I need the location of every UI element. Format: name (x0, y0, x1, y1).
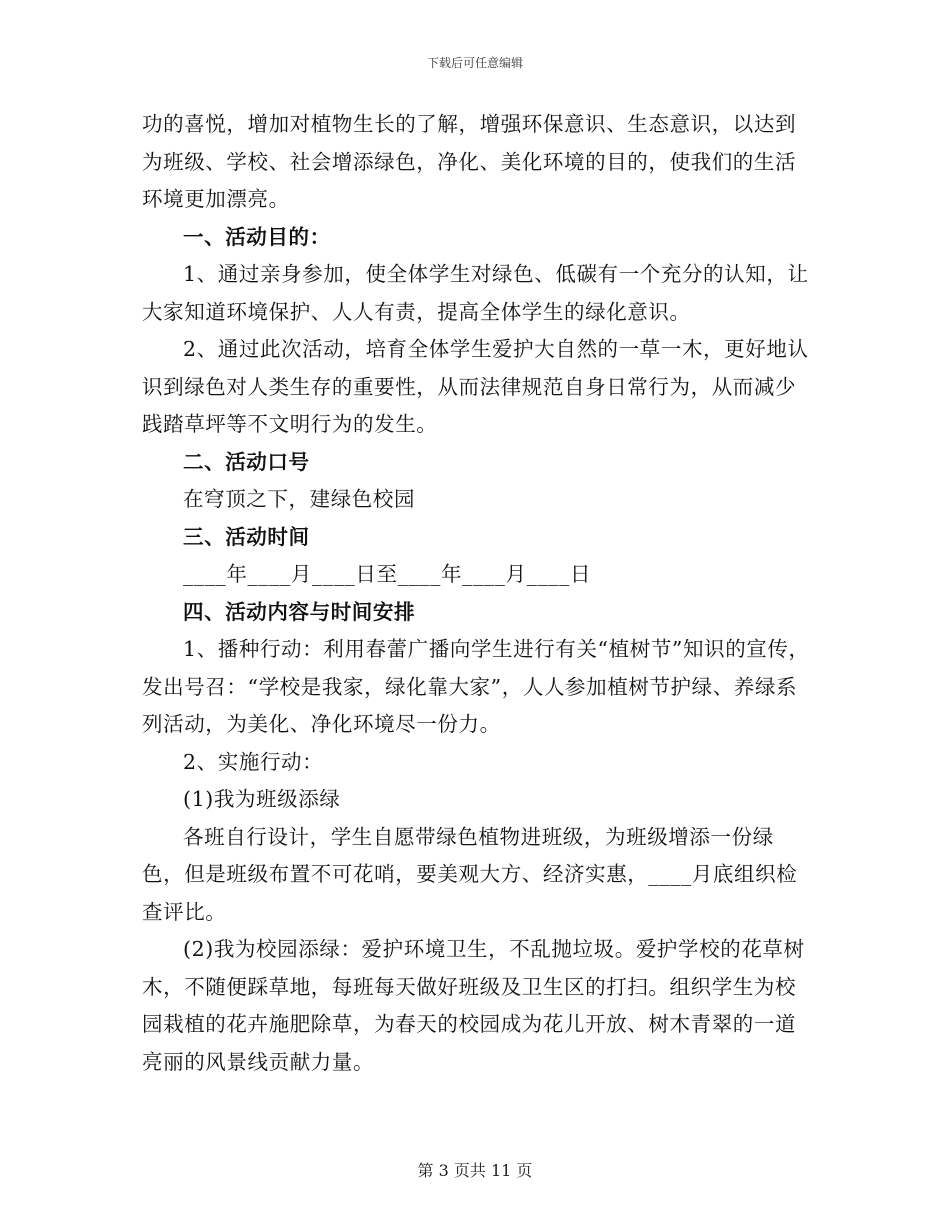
document-body (142, 106, 812, 1081)
slogan-text: 在穹顶之下，建绿色校园 (183, 487, 416, 511)
subitem-campus-greening: (2)我为校园添绿：爱护环境卫生，不乱抛垃圾。爱护学校的花草树木，不随便踩草地，每班每天做好班级及卫生区的打扫。组织学生为校园栽植的花卉施肥除草，为春天的校园成为花儿开放、树木青翠的一道亮丽的风景线贡献力量。 (142, 937, 805, 1074)
activity-date-range: ____年____月____日至____年____月____日 (183, 562, 592, 586)
content-item-sowing: 1、播种行动：利用春蕾广播向学生进行有关“植树节”知识的宣传，发出号召：“学校是我家，绿化靠大家”，人人参加植树节护绿、养绿系列活动，为美化、净化环境尽一份力。 (142, 637, 810, 736)
section-heading-purpose: 一、活动目的： (183, 224, 331, 249)
section-heading-slogan: 二、活动口号 (183, 449, 310, 474)
page-number-footer: 第 3 页共 11 页 (417, 1161, 533, 1180)
subitem-class-greening-body: 各班自行设计，学生自愿带绿色植物进班级，为班级增添一份绿色，但是班级布置不可花哨，要美观大方、经济实惠，____月底组织检查评比。 (142, 824, 798, 924)
purpose-item-1: 1、通过亲身参加，使全体学生对绿色、低碳有一个充分的认知，让大家知道环境保护、人人有责，提高全体学生的绿化意识。 (142, 262, 809, 324)
section-heading-content-schedule: 四、活动内容与时间安排 (183, 599, 416, 624)
purpose-item-2: 2、通过此次活动，培育全体学生爱护大自然的一草一木，更好地认识到绿色对人类生存的重要性，从而法律规范自身日常行为，从而减少践踏草坪等不文明行为的发生。 (142, 337, 809, 436)
content-item-implementation: 2、实施行动： (183, 749, 324, 774)
intro-continuation-paragraph: 功的喜悦，增加对植物生长的了解，增强环保意识、生态意识，以达到为班级、学校、社会增添绿色，净化、美化环境的目的，使我们的生活环境更加漂亮。 (142, 112, 797, 211)
page-header: 下载后可任意编辑 (426, 56, 523, 70)
subitem-class-greening-title: (1)我为班级添绿 (183, 787, 341, 811)
section-heading-time: 三、活动时间 (183, 524, 310, 549)
